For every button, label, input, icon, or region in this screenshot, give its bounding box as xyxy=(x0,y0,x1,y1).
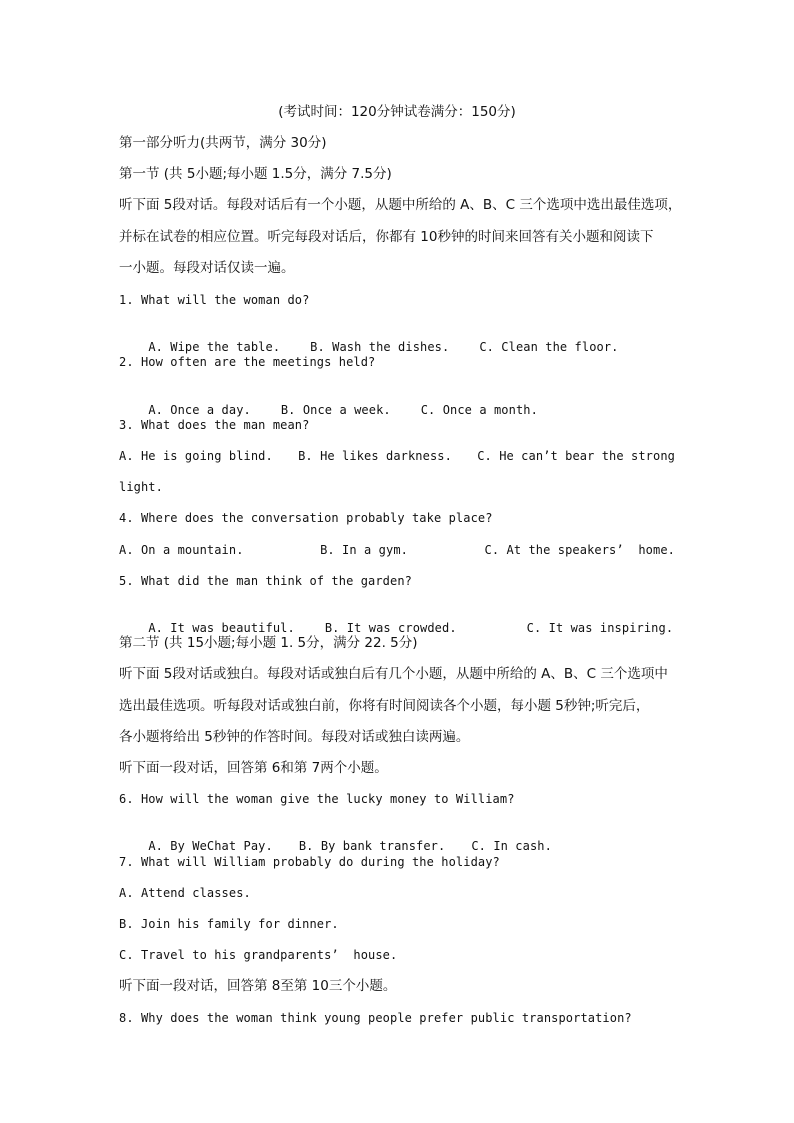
option-b: B. In a gym. xyxy=(320,543,408,557)
section1-instruction-line: 听下面 5段对话。每段对话后有一个小题，从题中所给的 A、B、C 三个选项中选出最佳选项， xyxy=(119,197,682,213)
option-c: C. Clean the floor. xyxy=(479,340,619,354)
option-b: B. Once a week. xyxy=(280,403,391,417)
option-a: A. Wipe the table. xyxy=(148,340,281,354)
exam-info: (考试时间：120分钟试卷满分：150分) xyxy=(278,104,516,120)
section1-title: 第一节 (共 5小题;每小题 1.5分，满分 7.5分) xyxy=(119,166,392,182)
section2-instruction-line: 听下面 5段对话或独白。每段对话或独白后有几个小题，从题中所给的 A、B、C 三个选项中 xyxy=(119,666,668,682)
question-stem: 7. What will William probably do during the holiday? xyxy=(119,855,500,869)
group-intro: 听下面一段对话，回答第 6和第 7两个小题。 xyxy=(119,760,388,776)
option-b: B. By bank transfer. xyxy=(298,839,446,853)
question-stem: 5. What did the man think of the garden? xyxy=(119,574,412,588)
option-c: C. In cash. xyxy=(471,839,552,853)
option-c: C. Once a month. xyxy=(420,403,538,417)
option-b: B. Join his family for dinner. xyxy=(119,917,339,931)
question-stem: 4. Where does the conversation probably take place? xyxy=(119,511,493,525)
section2-instruction-line: 各小题将给出 5秒钟的作答时间。每段对话或独白读两遍。 xyxy=(119,729,470,745)
option-a: A. Attend classes. xyxy=(119,886,251,900)
question-stem: 8. Why does the woman think young people prefer public transportation? xyxy=(119,1011,632,1025)
option-a: A. Once a day. xyxy=(148,403,251,417)
question-stem: 6. How will the woman give the lucky money to William? xyxy=(119,792,515,806)
section2-instruction-line: 选出最佳选项。听每段对话或独白前，你将有时间阅读各个小题，每小题 5秒钟;听完后， xyxy=(119,698,650,714)
question-stem: 1. What will the woman do? xyxy=(119,293,310,307)
option-c: C. Travel to his grandparents’ house. xyxy=(119,948,398,962)
question-stem: 2. How often are the meetings held? xyxy=(119,355,376,369)
part1-title: 第一部分听力(共两节，满分 30分) xyxy=(119,135,327,151)
option-a: A. He is going blind. xyxy=(119,449,273,463)
section1-instruction-line: 并标在试卷的相应位置。听完每段对话后，你都有 10秒钟的时间来回答有关小题和阅读下 xyxy=(119,229,654,245)
option-c: C. He can’t bear the strong xyxy=(477,449,675,463)
option-b: B. It was crowded. xyxy=(324,621,457,635)
question-options xyxy=(119,448,675,464)
option-continuation: light. xyxy=(119,480,163,494)
section1-instruction-line: 一小题。每段对话仅读一遍。 xyxy=(119,260,295,276)
group-intro: 听下面一段对话，回答第 8至第 10三个小题。 xyxy=(119,978,397,994)
option-b: B. Wash the dishes. xyxy=(310,340,450,354)
option-a: A. It was beautiful. xyxy=(148,621,295,635)
option-a: A. By WeChat Pay. xyxy=(148,839,273,853)
question-options xyxy=(119,542,675,558)
option-a: A. On a mountain. xyxy=(119,543,244,557)
question-stem: 3. What does the man mean? xyxy=(119,418,310,432)
section2-title: 第二节 (共 15小题;每小题 1. 5分，满分 22. 5分) xyxy=(119,635,418,651)
option-b: B. He likes darkness. xyxy=(298,449,452,463)
option-c: C. It was inspiring. xyxy=(526,621,674,635)
option-c: C. At the speakers’ home. xyxy=(484,543,675,557)
